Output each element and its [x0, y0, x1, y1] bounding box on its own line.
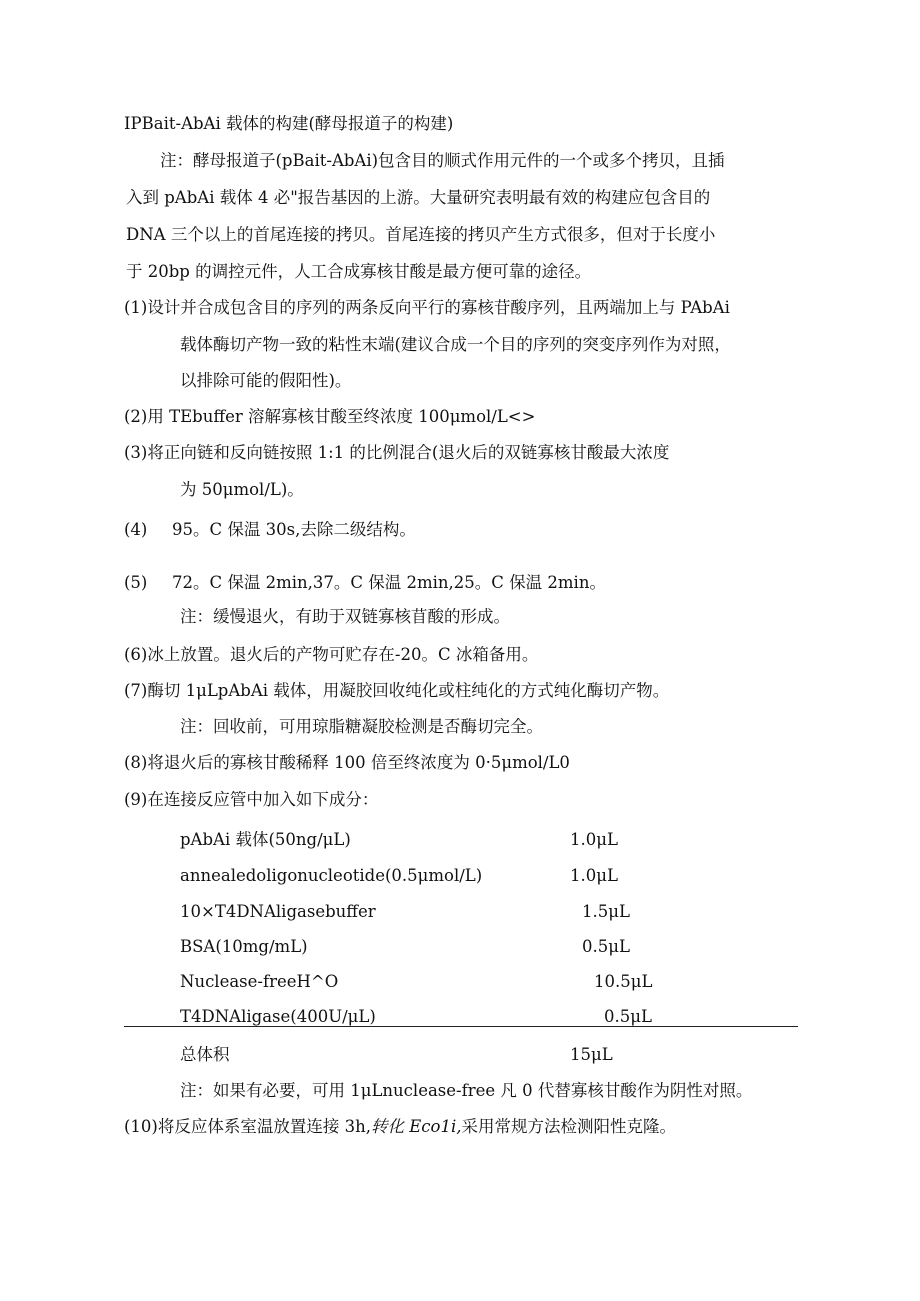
note-intro-line-2: 入到 pAbAi 载体 4 必"报告基因的上游。大量研究表明最有效的构建应包含目的 — [126, 188, 711, 207]
step-10-part-1: (10)将反应体系室温放置连接 3h, — [124, 1117, 371, 1136]
step-8: (8)将退火后的寡核甘酸稀释 100 倍至终浓度为 0·5μmol∕L0 — [124, 753, 570, 772]
table-row-name: 10×T4DNAligasebuffer — [180, 902, 376, 921]
table-row-volume: 1.0μL — [570, 830, 618, 849]
note-intro-line-4: 于 20bp 的调控元件，人工合成寡核甘酸是最方便可靠的途径。 — [126, 262, 592, 281]
table-total-label: 总体积 — [180, 1045, 230, 1064]
step-1-line-3: 以排除可能的假阳性)。 — [180, 371, 352, 390]
step-7-note: 注：回收前，可用琼脂糖凝胶检测是否酶切完全。 — [180, 717, 543, 736]
step-4-text: 95。C 保温 30s,去除二级结构。 — [172, 520, 416, 539]
step-10 — [124, 1116, 676, 1138]
step-3-line-2: 为 50μmol∕L)。 — [180, 480, 304, 499]
table-row-name: annealedoligonucleotide(0.5μmol∕L) — [180, 866, 483, 885]
step-5-text: 72。C 保温 2min,37。C 保温 2min,25。C 保温 2min。 — [172, 573, 606, 592]
table-row-name: pAbAi 载体(50ng∕μL) — [180, 830, 351, 849]
doc-title: IPBait-AbAi 载体的构建(酵母报道子的构建) — [124, 114, 454, 133]
step-5 — [124, 572, 606, 594]
step-10-part-3: 采用常规方法检测阳性克隆。 — [461, 1117, 676, 1136]
table-row-name: BSA(10mg∕mL) — [180, 937, 308, 956]
table-total-volume: 15μL — [570, 1045, 613, 1064]
step-9-note: 注：如果有必要，可用 1μLnuclease-free 凡 0 代替寡核甘酸作为阴性对照。 — [180, 1081, 753, 1100]
table-divider — [124, 1026, 798, 1027]
step-2: (2)用 TEbuffer 溶解寡核甘酸至终浓度 100μmol∕L<> — [124, 407, 536, 426]
step-9: (9)在连接反应管中加入如下成分： — [124, 790, 379, 809]
step-3-line-1: (3)将正向链和反向链按照 1:1 的比例混合(退火后的双链寡核甘酸最大浓度 — [124, 443, 670, 462]
table-row-volume: 1.5μL — [582, 902, 630, 921]
table-row-volume: 1.0μL — [570, 866, 618, 885]
step-4 — [124, 519, 416, 541]
step-7: (7)酶切 1μLpAbAi 载体，用凝胶回收纯化或柱纯化的方式纯化酶切产物。 — [124, 681, 670, 700]
note-intro-line-1: 注：酵母报道子(pBait-AbAi)包含目的顺式作用元件的一个或多个拷贝，且插 — [160, 151, 725, 170]
step-5-number: (5) — [124, 573, 148, 592]
table-row-volume: 0.5μL — [582, 937, 630, 956]
step-4-number: (4) — [124, 520, 148, 539]
note-intro-line-3: DNA 三个以上的首尾连接的拷贝。首尾连接的拷贝产生方式很多，但对于长度小 — [126, 225, 716, 244]
step-1-line-1: (1)设计并合成包含目的序列的两条反向平行的寡核苷酸序列，且两端加上与 PAbAi — [124, 298, 730, 317]
table-row-volume: 10.5μL — [594, 972, 653, 991]
step-5-note: 注：缓慢退火，有助于双链寡核苜酸的形成。 — [180, 607, 510, 626]
table-row-name: T4DNAligase(400U∕μL) — [180, 1007, 376, 1026]
table-row-name: Nuclease-freeH^O — [180, 972, 339, 991]
table-row-volume: 0.5μL — [604, 1007, 652, 1026]
step-1-line-2: 载体酶切产物一致的粘性末端(建议合成一个目的序列的突变序列作为对照， — [180, 335, 731, 354]
step-6: (6)冰上放置。退火后的产物可贮存在-20。C 冰箱备用。 — [124, 645, 539, 664]
step-10-part-2: 转化 Eco1i, — [370, 1117, 462, 1136]
